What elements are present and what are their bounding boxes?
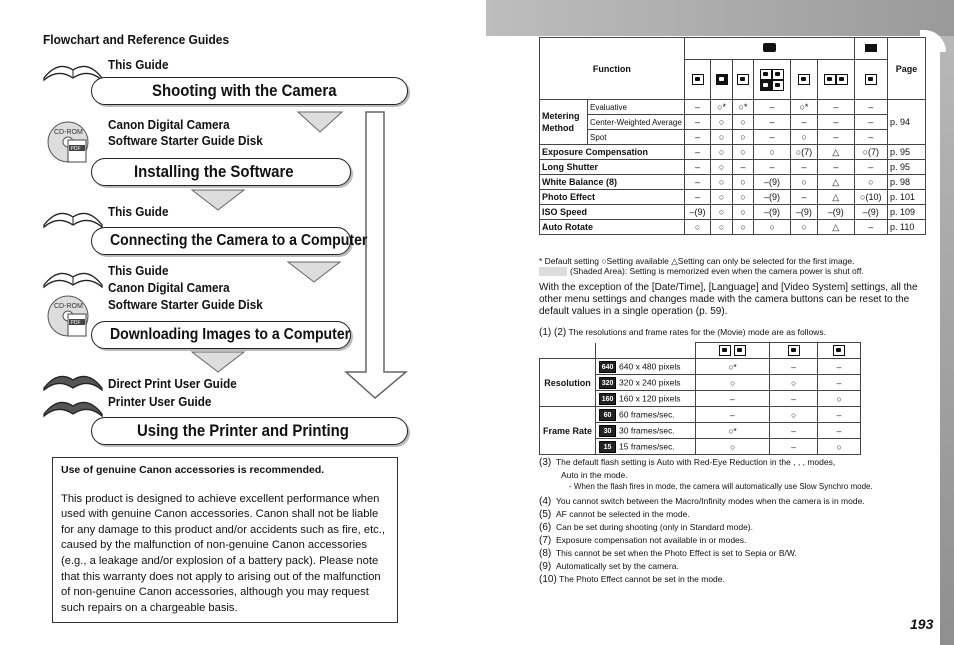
banner-shooting: Shooting with the Camera: [91, 77, 408, 105]
footnote: (5) AF cannot be selected in the mode.: [539, 509, 690, 520]
page-edge-strip: [940, 36, 954, 645]
table-row: [540, 190, 926, 205]
cell: –: [754, 115, 791, 130]
row-label: Photo Effect: [540, 190, 685, 205]
row-group-label: Resolution: [540, 359, 596, 407]
cell: –: [770, 439, 818, 455]
cell: ○: [732, 115, 753, 130]
movie-email-icon: [818, 343, 861, 359]
cell: ○: [818, 391, 861, 407]
pdf-label: PDF: [70, 320, 81, 326]
resolution-icon: 320: [599, 377, 616, 389]
cell: ○*: [696, 359, 770, 375]
cell: ○: [770, 375, 818, 391]
mode-special-scene-icon: [754, 60, 791, 100]
cell: –: [684, 175, 711, 190]
cell: –: [732, 160, 753, 175]
cell: –: [817, 160, 854, 175]
row-sub-label: Center-Weighted Average: [588, 115, 685, 130]
guide-label: Software Starter Guide Disk: [108, 297, 263, 312]
cell: –: [817, 115, 854, 130]
cell: ○: [711, 160, 732, 175]
cell: –: [754, 160, 791, 175]
row-group-label: Metering Method: [540, 100, 588, 145]
cell: –: [684, 100, 711, 115]
cell: ○: [711, 145, 732, 160]
mode-movie-icon: [854, 60, 887, 100]
row-label: ISO Speed: [540, 205, 685, 220]
cell: –(9): [754, 205, 791, 220]
cell: △: [817, 190, 854, 205]
table-row: 30 30 frames/sec. ○* – –: [540, 423, 861, 439]
cell: –: [854, 115, 887, 130]
table-row: [540, 175, 926, 190]
cell: –(9): [854, 205, 887, 220]
guide-label: This Guide: [108, 57, 169, 72]
row-label: White Balance (8): [540, 175, 685, 190]
cell: ○: [732, 175, 753, 190]
guide-label: This Guide: [108, 263, 169, 278]
cell: ○: [732, 205, 753, 220]
cell: –(9): [817, 205, 854, 220]
cell: –: [818, 423, 861, 439]
footnote: (9) Automatically set by the camera.: [539, 561, 679, 572]
mode-manual-icon: [711, 60, 732, 100]
table-row: [540, 220, 926, 235]
cell: ○: [818, 439, 861, 455]
dark-book-icon: [42, 368, 104, 420]
banner-downloading: Downloading Images to a Computer: [91, 321, 351, 349]
reset-paragraph: With the exception of the [Date/Time], [Language] and [Video System] settings, all the other menu settings and changes made with the camera buttons can be reset to the default values in a single operation (p. 59).: [539, 282, 918, 317]
cell: ○: [754, 145, 791, 160]
cell: –: [754, 100, 791, 115]
footnote: Auto in the mode.: [561, 470, 628, 480]
cell: ○: [684, 220, 711, 235]
guide-label: Canon Digital Camera: [108, 280, 230, 295]
guide-label: Software Starter Guide Disk: [108, 133, 263, 148]
footnote: (4) You cannot switch between the Macro/Infinity modes when the camera is in mode.: [539, 496, 865, 507]
cell: –(9): [684, 205, 711, 220]
cell: ○: [770, 407, 818, 423]
open-book-icon: [42, 58, 104, 82]
cell: ○*: [732, 100, 753, 115]
step-arrow-3: [286, 260, 342, 284]
guide-label: Canon Digital Camera: [108, 117, 230, 132]
section-title: Flowchart and Reference Guides: [43, 32, 230, 47]
banner-installing: Installing the Software: [91, 158, 351, 186]
cell: –: [684, 115, 711, 130]
table-row: 320 320 x 240 pixels ○ ○ –: [540, 375, 861, 391]
cell: –(9): [754, 175, 791, 190]
cell: –: [818, 375, 861, 391]
footnote: (3) The default flash setting is Auto with Red-Eye Reduction in the , , , modes,: [539, 457, 836, 468]
cell: ○(7): [854, 145, 887, 160]
cell: ○: [790, 220, 817, 235]
cell: –: [790, 115, 817, 130]
table-row: Frame Rate 60 60 frames/sec. – ○ –: [540, 407, 861, 423]
cd-rom-icon: [44, 120, 102, 166]
step-arrow-1: [296, 110, 344, 134]
cell: –: [854, 160, 887, 175]
page-ref: p. 94: [887, 100, 925, 145]
cell: –: [754, 130, 791, 145]
movie-table: [539, 342, 861, 455]
movie-std-icon: [696, 343, 770, 359]
frame-rate-icon: 60: [599, 409, 616, 421]
guide-label: This Guide: [108, 204, 169, 219]
cell: ○: [711, 205, 732, 220]
cell: ○: [732, 220, 753, 235]
cell: △: [817, 145, 854, 160]
movie-icon: [854, 38, 887, 60]
cell: ○: [732, 145, 753, 160]
cell: ○*: [696, 423, 770, 439]
mode-color-accent-icon: [790, 60, 817, 100]
cell: ○: [732, 130, 753, 145]
row-label: Exposure Compensation: [540, 145, 685, 160]
table-row: 160 160 x 120 pixels – – ○: [540, 391, 861, 407]
cell: ○: [790, 175, 817, 190]
function-header: Function: [540, 38, 685, 100]
cell: –: [817, 130, 854, 145]
footnote: - When the flash fires in mode, the camera will automatically use Slow Synchro mode.: [569, 482, 873, 491]
table-row: 15 15 frames/sec. ○ – ○: [540, 439, 861, 455]
cell: –: [684, 130, 711, 145]
row-label: Auto Rotate: [540, 220, 685, 235]
banner-printing: Using the Printer and Printing: [91, 417, 408, 445]
table-row: [540, 160, 926, 175]
table-row: [540, 100, 926, 115]
cell: –: [684, 190, 711, 205]
notice-heading: Use of genuine Canon accessories is recommended.: [61, 464, 325, 476]
cell: –: [790, 160, 817, 175]
resolution-icon: 160: [599, 393, 616, 405]
cell: ○: [790, 130, 817, 145]
movie-compact-icon: [770, 343, 818, 359]
page-ref: p. 98: [887, 175, 925, 190]
page-header-band: [486, 0, 954, 36]
mode-stitch-assist-icon: [817, 60, 854, 100]
guide-label: Printer User Guide: [108, 394, 212, 409]
page-ref: p. 95: [887, 145, 925, 160]
cell: –: [684, 145, 711, 160]
flow-down-arrow: [342, 110, 412, 400]
row-group-label: Frame Rate: [540, 407, 596, 455]
cell: ○: [711, 115, 732, 130]
cell: ○: [711, 190, 732, 205]
table-row: [540, 130, 926, 145]
cell: –: [684, 160, 711, 175]
notice-body: This product is designed to achieve excellent performance when used with genuine Canon accessories. Canon shall not be liable for any damage to this product and/or accidents such as fire, etc., caused by the malfunction of non-genuine Canon accessories (e.g., a leakage and/or explosion of a battery pack). Please note that this warranty does not apply to arising out of the malfunction of non-genuine Canon accessories, although you may request such repairs on a chargeable basis.: [61, 492, 385, 614]
row-label: Long Shutter: [540, 160, 685, 175]
page-ref: p. 109: [887, 205, 925, 220]
cell: ○: [732, 190, 753, 205]
movie-intro: (1) (2) The resolutions and frame rates for the (Movie) mode are as follows.: [539, 327, 826, 338]
camera-icon: [684, 38, 854, 60]
cell: –: [770, 423, 818, 439]
cell: ○: [696, 375, 770, 391]
mode-digital-macro-icon: [732, 60, 753, 100]
resolution-icon: 640: [599, 361, 616, 373]
table-row: [540, 145, 926, 160]
cell: –(9): [790, 205, 817, 220]
open-book-icon: [42, 265, 104, 289]
open-book-icon: [42, 205, 104, 229]
accessories-notice: [52, 457, 398, 623]
cell: –: [818, 359, 861, 375]
row-sub-label: Evaluative: [588, 100, 685, 115]
page-ref: p. 101: [887, 190, 925, 205]
step-arrow-2: [190, 188, 246, 212]
step-arrow-4: [190, 350, 246, 374]
footnote: (8) This cannot be set when the Photo Effect is set to Sepia or B/W.: [539, 548, 797, 559]
frame-rate-icon: 15: [599, 441, 616, 453]
cell: ○: [754, 220, 791, 235]
cell: △: [817, 175, 854, 190]
cell: △: [817, 220, 854, 235]
cell: ○(10): [854, 190, 887, 205]
cell: –: [818, 407, 861, 423]
function-table: [539, 37, 926, 235]
cell: –: [696, 391, 770, 407]
cell: –: [790, 190, 817, 205]
cell: –: [817, 100, 854, 115]
cell: ○: [711, 175, 732, 190]
page-ref: p. 95: [887, 160, 925, 175]
cell: –: [854, 100, 887, 115]
cell: –: [696, 407, 770, 423]
table-row: [540, 205, 926, 220]
row-sub-label: Spot: [588, 130, 685, 145]
table-row: Resolution 640 640 x 480 pixels ○* – –: [540, 359, 861, 375]
cell: –: [854, 130, 887, 145]
cell: –: [770, 359, 818, 375]
cell: –(9): [754, 190, 791, 205]
guide-label: Direct Print User Guide: [108, 376, 237, 391]
cell: ○*: [790, 100, 817, 115]
pdf-label: PDF: [70, 146, 81, 152]
legend-line-1: * Default setting ○Setting available △Setting can only be selected for the first image.: [539, 256, 855, 266]
footnote: (7) Exposure compensation not available in or modes.: [539, 535, 747, 546]
cell: ○: [696, 439, 770, 455]
cell: –: [854, 220, 887, 235]
cell: ○: [711, 130, 732, 145]
cd-label: CD-ROM: [54, 129, 83, 136]
cell: –: [770, 391, 818, 407]
mode-auto-icon: [684, 60, 711, 100]
page-ref: p. 110: [887, 220, 925, 235]
frame-rate-icon: 30: [599, 425, 616, 437]
cell: ○: [711, 220, 732, 235]
cell: ○(7): [790, 145, 817, 160]
page-number: 193: [910, 616, 934, 632]
page-header: Page: [887, 38, 925, 100]
shaded-swatch: [539, 267, 567, 276]
cd-label: CD-ROM: [54, 303, 83, 310]
footnote: (10) The Photo Effect cannot be set in the mode.: [539, 574, 725, 585]
footnote: (6) Can be set during shooting (only in Standard mode).: [539, 522, 754, 533]
legend-line-2: (Shaded Area): Setting is memorized even when the camera power is shut off.: [539, 265, 864, 277]
table-row: [540, 115, 926, 130]
cell: ○: [854, 175, 887, 190]
cell: ○*: [711, 100, 732, 115]
banner-connecting: Connecting the Camera to a Computer: [91, 227, 351, 255]
